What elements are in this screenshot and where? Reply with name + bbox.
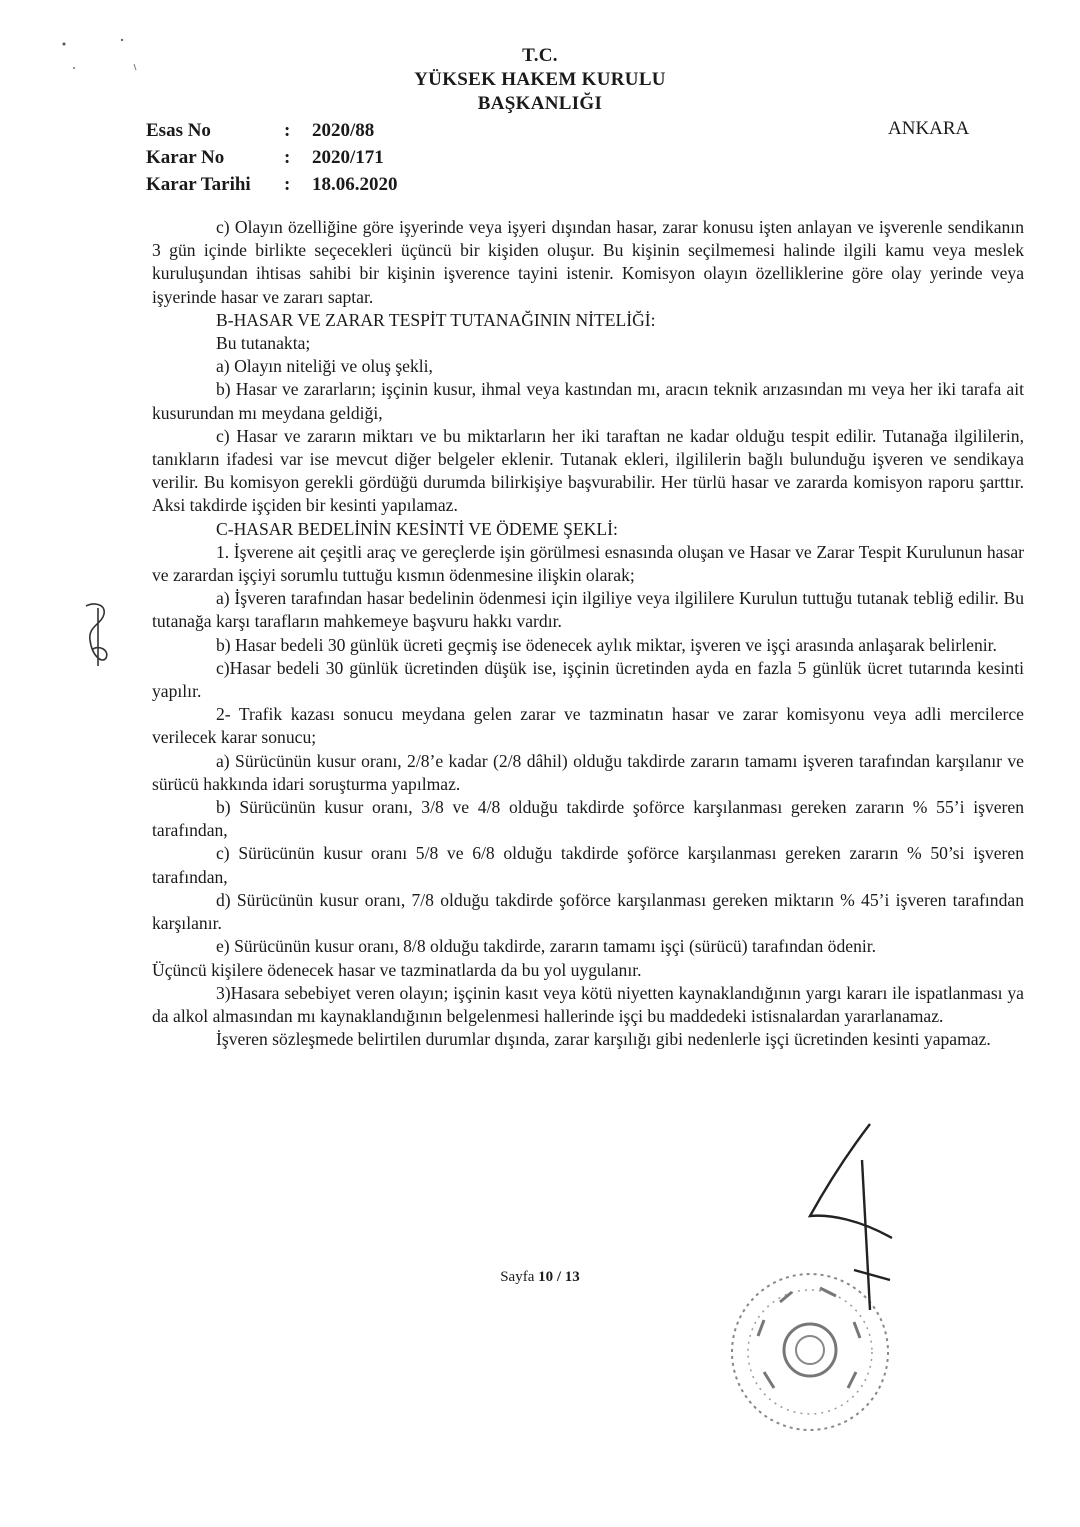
- meta-key: Karar Tarihi: [146, 174, 251, 195]
- paragraph: c)Hasar bedeli 30 günlük ücretinden düşük ise, işçinin ücretinden ayda en fazla 5 günlük ücret tutarında kesinti yapılır.: [152, 657, 1024, 702]
- paragraph: b) Hasar bedeli 30 günlük ücreti geçmiş ise ödenecek aylık miktar, işveren ve işçi arasında anlaşarak belirlenir.: [216, 634, 997, 655]
- page-current: 10: [538, 1269, 554, 1285]
- header-line-institution: YÜKSEK HAKEM KURULU: [414, 69, 666, 90]
- paragraph: b) Sürücünün kusur oranı, 3/8 ve 4/8 olduğu takdirde şoförce karşılanması gereken zararın % 55’i işveren tarafından,: [152, 797, 1024, 841]
- paragraph: Üçüncü kişilere ödenecek hasar ve tazminatlarda da bu yol uygulanır.: [152, 959, 642, 980]
- paragraph: c) Hasar ve zararın miktarı ve bu miktarların her iki taraftan ne kadar olduğu tespit edilir. Tutanağa ilgililerin, tanıkların ifadesi var ise mevcut diğer belgeler eklenir. Tutanak ekleri, ilgililerin bağlı bulunduğu işveren ve sendikaya verilir. Bu komisyon gerekli gördüğü durumda bilirkişiye başvurabilir. Her türlü hasar ve zararda komisyon raporu şarttır. Aksi takdirde işçiden bir kesinti yapılamaz.: [152, 425, 1024, 516]
- paragraph: İşveren sözleşmede belirtilen durumlar dışında, zarar karşılığı gibi nedenlerle işçi ücretinden kesinti yapamaz.: [216, 1029, 991, 1050]
- meta-separator: :: [284, 174, 291, 195]
- section-heading: C-HASAR BEDELİNİN KESİNTİ VE ÖDEME ŞEKLİ:: [216, 518, 618, 539]
- paragraph: 3)Hasara sebebiyet veren olayın; işçinin kasıt veya kötü niyetten kaynaklandığının yargı kararı ile ispatlanması ya da alkol almasından mı kaynaklandığının belgelenmesi hallerinde işçi bu maddedeki istisnalardan yararlanamaz.: [152, 982, 1024, 1026]
- meta-separator: :: [284, 147, 291, 168]
- document-body: [152, 216, 1024, 1051]
- page-total: 13: [564, 1269, 580, 1285]
- page-number: [0, 1269, 1080, 1286]
- paragraph: e) Sürücünün kusur oranı, 8/8 olduğu takdirde, zararın tamamı işçi (sürücü) tarafından ödenir.: [216, 936, 877, 957]
- paragraph: c) Olayın özelliğine göre işyerinde veya işyeri dışından hasar, zarar konusu işten anlayan ve işverenle sendikanın 3 gün içinde birlikte seçecekleri üçüncü bir kişiden oluşur. Bu kişinin seçilmemesi halinde ilgili kamu veya meslek kuruluşundan ihtisas sahibi bir kişinin işverence tayini istenir. Komisyon olayın özelliklerine göre olay yerinde veya işyerinde hasar ve zararı saptar.: [152, 217, 1024, 307]
- paragraph: b) Hasar ve zararların; işçinin kusur, ihmal veya kastından mı, aracın teknik arızasından mı veya her iki tarafa ait kusurundan mı meydana geldiği,: [152, 379, 1024, 423]
- page-prefix: Sayfa: [500, 1269, 535, 1285]
- meta-row-karar-tarihi: [146, 171, 398, 198]
- header-line-tc: T.C.: [522, 45, 558, 66]
- paragraph: a) Olayın niteliği ve oluş şekli,: [216, 356, 433, 377]
- header-line-presidency: BAŞKANLIĞI: [477, 93, 603, 114]
- signature: [800, 1120, 900, 1320]
- meta-separator: :: [284, 120, 291, 141]
- paragraph: c) Sürücünün kusur oranı 5/8 ve 6/8 olduğu takdirde şoförce karşılanması gereken zararın % 50’si işveren tarafından,: [152, 843, 1024, 887]
- paragraph: d) Sürücünün kusur oranı, 7/8 olduğu takdirde şoförce karşılanması gereken miktarın % 45’i işveren tarafından karşılanır.: [152, 889, 1024, 934]
- paragraph: 1. İşverene ait çeşitli araç ve gereçlerde işin görülmesi esnasında oluşan ve Hasar ve Zarar Tespit Kurulunun hasar ve zarardan işçiyi sorumlu tuttuğu kısmın ödenmesine ilişkin olarak;: [152, 541, 1024, 586]
- meta-row-esas: [146, 117, 398, 144]
- meta-row-karar: [146, 144, 398, 171]
- meta-key: Esas No: [146, 120, 211, 141]
- section-heading: B-HASAR VE ZARAR TESPİT TUTANAĞININ NİTELİĞİ:: [216, 309, 656, 330]
- paragraph: Bu tutanakta;: [216, 333, 311, 354]
- meta-value: 18.06.2020: [312, 174, 398, 195]
- page-separator: /: [556, 1269, 562, 1285]
- document-header: [0, 44, 1080, 116]
- paragraph: a) İşveren tarafından hasar bedelinin ödenmesi için ilgiliye veya ilgililere Kurulun tuttuğu tutanak tebliğ edilir. Bu tutanağa karşı tarafların mahkemeye başvuru hakkı vardır.: [152, 588, 1024, 632]
- paragraph: 2- Trafik kazası sonucu meydana gelen zarar ve tazminatın hasar ve zarar komisyonu veya adli mercilerce verilecek karar sonucu;: [152, 704, 1024, 748]
- case-metadata: [146, 117, 398, 198]
- meta-value: 2020/88: [312, 120, 375, 141]
- city-label: ANKARA: [888, 118, 970, 139]
- margin-initial-signature: [80, 600, 116, 670]
- meta-key: Karar No: [146, 147, 225, 168]
- paragraph: a) Sürücünün kusur oranı, 2/8’e kadar (2/8 dâhil) olduğu takdirde zararın tamamı işveren tarafından karşılanır ve sürücü hakkında idari soruşturma yapılmaz.: [152, 750, 1024, 794]
- meta-value: 2020/171: [312, 147, 384, 168]
